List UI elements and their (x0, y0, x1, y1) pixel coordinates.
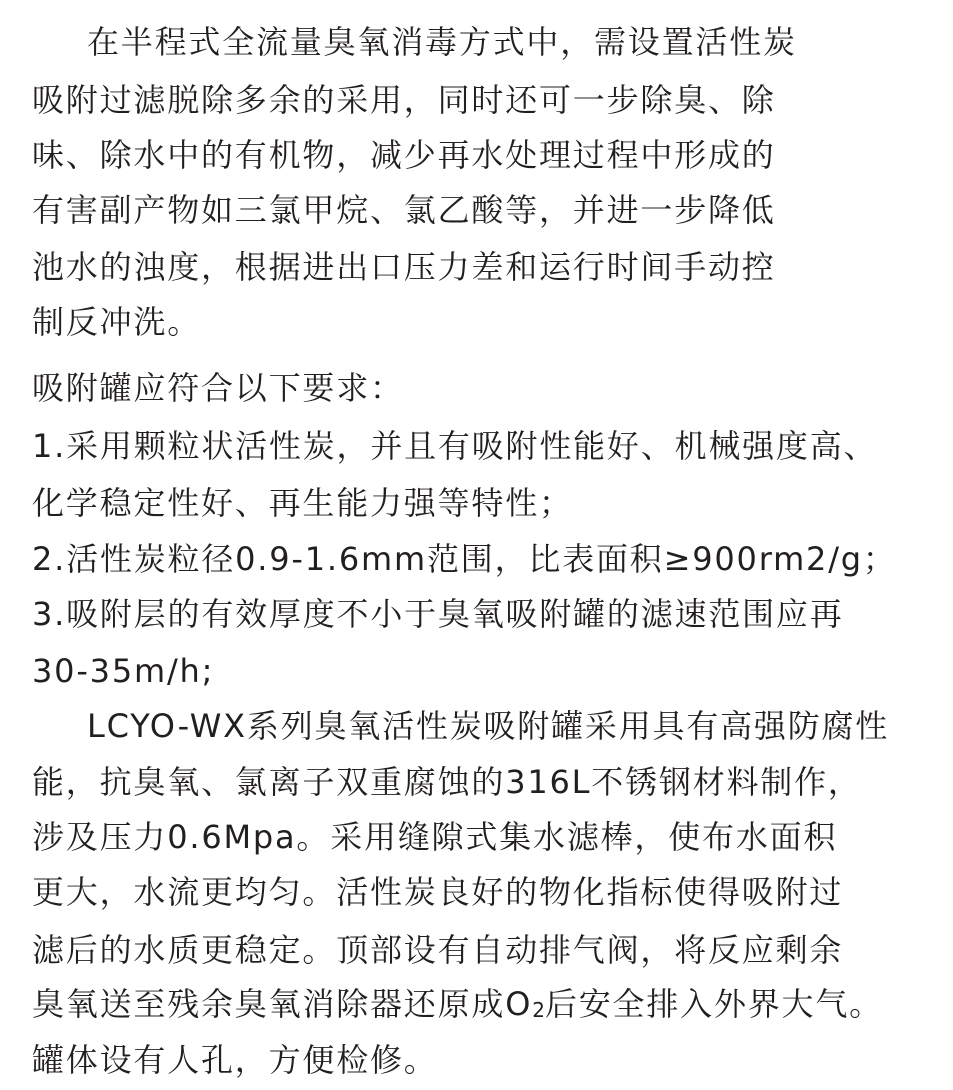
paragraph2-line-4: 更大，水流更均匀。活性炭良好的物化指标使得吸附过 (32, 873, 844, 911)
paragraph2-line-1: LCYO-WX系列臭氧活性炭吸附罐采用具有高强防腐性 (87, 707, 890, 745)
paragraph1-line-3: 味、除水中的有机物，减少再水处理过程中形成的 (32, 136, 776, 174)
requirement-line-1: 1.采用颗粒状活性炭，并且有吸附性能好、机械强度高、 (32, 427, 878, 465)
paragraph2-line-7: 罐体设有人孔，方便检修。 (32, 1041, 438, 1079)
paragraph1-line-2: 吸附过滤脱除多余的采用，同时还可一步除臭、除 (32, 81, 776, 119)
requirement-line-4: 3.吸附层的有效厚度不小于臭氧吸附罐的滤速范围应再 (32, 595, 844, 633)
oxygen-subscript: 2 (532, 998, 545, 1022)
requirement-line-3: 2.活性炭粒径0.9-1.6mm范围，比表面积≥900rm2/g； (32, 540, 897, 578)
paragraph1-line-6: 制反冲洗。 (32, 303, 202, 341)
paragraph1-line-1: 在半程式全流量臭氧消毒方式中，需设置活性炭 (87, 23, 797, 61)
paragraph2-line-5: 滤后的水质更稳定。顶部设有自动排气阀，将反应剩余 (32, 931, 844, 969)
requirement-line-2: 化学稳定性好、再生能力强等特性； (32, 484, 573, 522)
paragraph1-line-5: 池水的浊度，根据进出口压力差和运行时间手动控 (32, 248, 776, 286)
paragraph2-line-6-after: 后安全排入外界大气。 (544, 985, 883, 1023)
paragraph2-line-6-before: 臭氧送至残余臭氧消除器还原成O (32, 985, 533, 1023)
paragraph2-line-6 (32, 984, 883, 1030)
requirements-heading: 吸附罐应符合以下要求： (32, 369, 404, 407)
paragraph2-line-2: 能，抗臭氧、氯离子双重腐蚀的316L不锈钢材料制作， (32, 763, 862, 801)
paragraph1-line-4: 有害副产物如三氯甲烷、氯乙酸等，并进一步降低 (32, 191, 776, 229)
paragraph2-line-3: 涉及压力0.6Mpa。采用缝隙式集水滤棒，使布水面积 (32, 818, 838, 856)
requirement-line-5: 30-35m/h; (32, 652, 215, 690)
